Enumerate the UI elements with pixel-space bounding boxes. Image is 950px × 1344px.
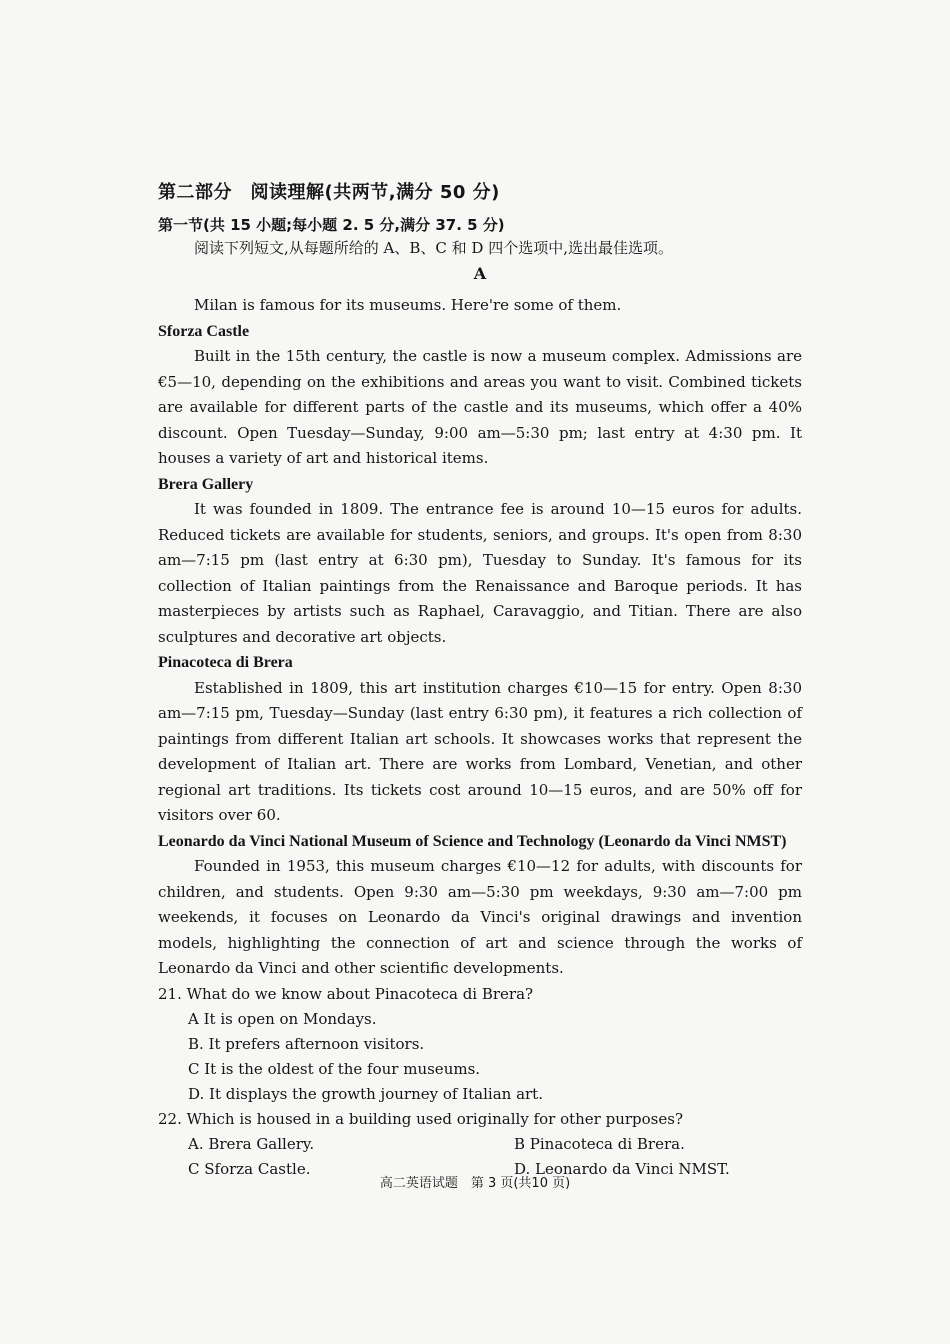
question-stem: 21. What do we know about Pinacoteca di Brera? bbox=[158, 984, 534, 1003]
answer-option-c: C Sforza Castle. bbox=[188, 1159, 311, 1178]
museum-heading: Brera Gallery bbox=[158, 475, 254, 493]
museum-heading: Sforza Castle bbox=[158, 322, 250, 340]
museum-entry-brera-gallery bbox=[158, 472, 802, 651]
answer-option-a: A. Brera Gallery. bbox=[188, 1134, 315, 1153]
section-title: 第一节(共 15 小题;每小题 2. 5 分,满分 37. 5 分) bbox=[158, 216, 505, 234]
passage-label: A bbox=[473, 264, 487, 283]
museum-entry-pinacoteca bbox=[158, 650, 802, 829]
museum-heading: Leonardo da Vinci National Museum of Science and Technology (Leonardo da Vinci NMST) bbox=[158, 832, 787, 850]
museum-heading: Pinacoteca di Brera bbox=[158, 654, 293, 671]
museum-description: Built in the 15th century, the castle is now a museum complex. Admissions are €5—10, depending on the exhibitions and areas you want to visit. Combined tickets are available for different parts of the castle and its museums, which offer a 40% discount. Open Tuesday—Sunday, 9:00 am—5:30 pm; last entry at 4:30 pm. It houses a variety of art and historical items. bbox=[158, 347, 802, 467]
museum-description: Founded in 1953, this museum charges €10—12 for adults, with discounts for children, and students. Open 9:30 am—5:30 pm weekdays, 9:30 am—7:00 pm weekends, it focuses on Leonardo da Vinci's original drawings and invention models, highlighting the connection of art and science through the works of Leonardo da Vinci and other scientific developments. bbox=[158, 857, 802, 977]
passage-intro: Milan is famous for its museums. Here're some of them. bbox=[194, 296, 622, 314]
exam-page bbox=[158, 178, 802, 1182]
answer-option-a: A It is open on Mondays. bbox=[188, 1009, 377, 1028]
page-footer: 高二英语试题 第 3 页(共10 页) bbox=[379, 1176, 571, 1191]
part-title: 第二部分 阅读理解(共两节,满分 50 分) bbox=[158, 182, 500, 203]
question-22 bbox=[158, 1107, 802, 1182]
answer-option-b: B Pinacoteca di Brera. bbox=[514, 1134, 685, 1153]
question-stem: 22. Which is housed in a building used originally for other purposes? bbox=[158, 1109, 683, 1128]
answer-option-d: D. Leonardo da Vinci NMST. bbox=[514, 1159, 730, 1178]
answer-option-d: D. It displays the growth journey of Italian art. bbox=[188, 1084, 543, 1103]
answer-option-c: C It is the oldest of the four museums. bbox=[188, 1059, 481, 1078]
museum-entry-leonardo bbox=[158, 829, 802, 982]
museum-description: It was founded in 1809. The entrance fee is around 10—15 euros for adults. Reduced tickets are available for students, seniors, and groups. It's open from 8:30 am—7:15 pm (last entry at 6:30 pm), Tuesday to Sunday. It's famous for its collection of Italian paintings from the Renaissance and Baroque periods. It has masterpieces by artists such as Raphael, Caravaggio, and Titian. There are also sculptures and decorative art objects. bbox=[158, 500, 802, 646]
instruction: 阅读下列短文,从每题所给的 A、B、C 和 D 四个选项中,选出最佳选项。 bbox=[194, 239, 673, 257]
museum-description: Established in 1809, this art institution charges €10—15 for entry. Open 8:30 am—7:15 pm, Tuesday—Sunday (last entry 6:30 pm), it features a rich collection of paintings from different Italian art schools. It showcases works that represent the development of Italian art. There are works from Lombard, Venetian, and other regional art traditions. Its tickets cost around 10—15 euros, and are 50% off for visitors over 60. bbox=[158, 678, 802, 824]
question-21 bbox=[158, 982, 802, 1107]
museum-entry-sforza bbox=[158, 319, 802, 472]
answer-option-b: B. It prefers afternoon visitors. bbox=[188, 1034, 425, 1053]
